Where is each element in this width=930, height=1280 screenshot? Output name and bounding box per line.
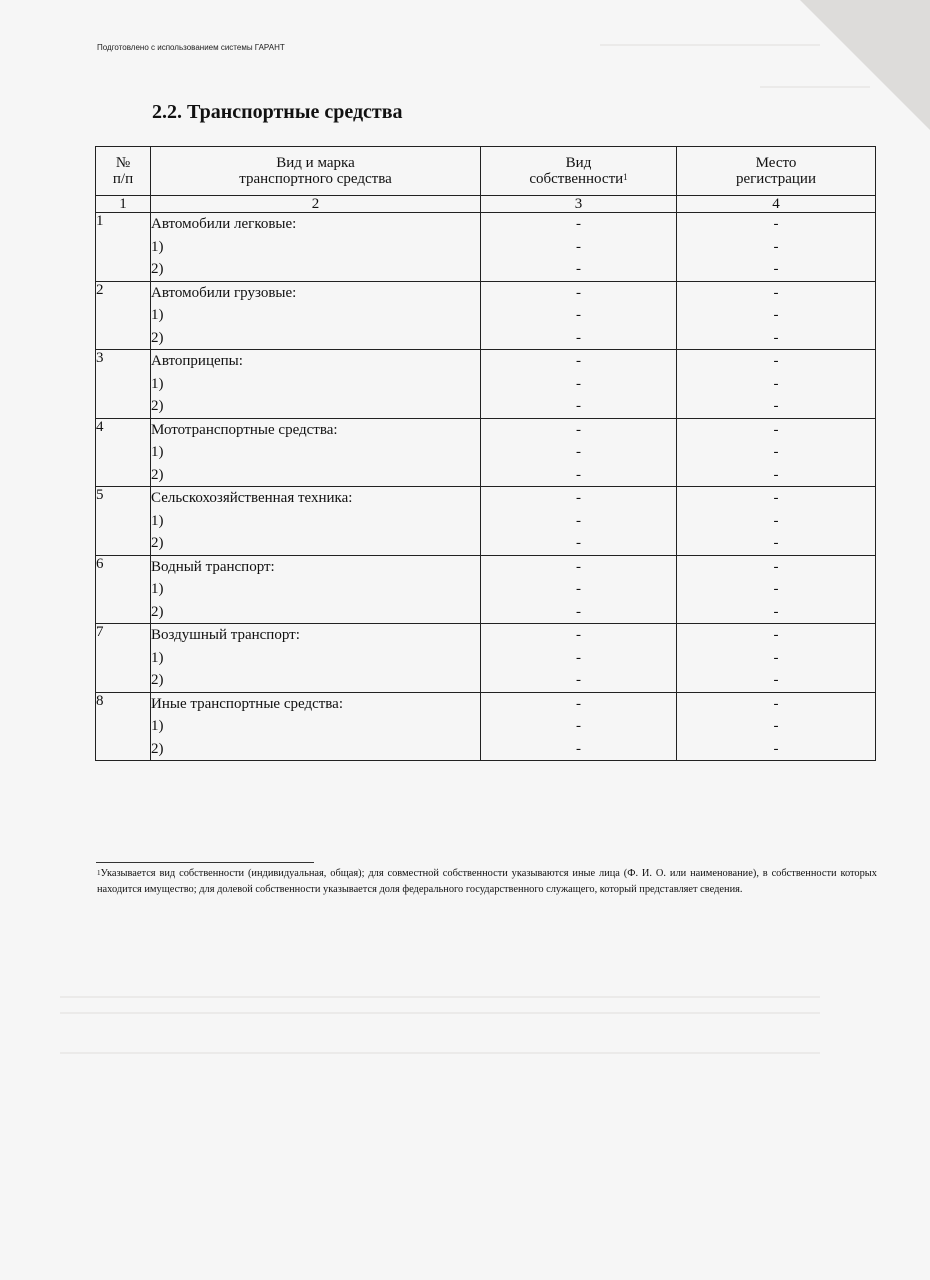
ownership-value: -	[576, 284, 581, 301]
vehicle-category	[151, 418, 481, 487]
ownership-value: -	[576, 627, 581, 643]
item-2: 2)	[151, 603, 164, 620]
item-1: 1)	[151, 718, 164, 734]
ownership-value: -	[576, 329, 581, 346]
registration-value: -	[773, 421, 779, 438]
registration-value: -	[773, 353, 779, 369]
registration-value: -	[773, 329, 779, 346]
item-1: 1)	[151, 649, 164, 666]
item-1: 1)	[151, 444, 164, 460]
page-header: Подготовлено с использованием системы ГАРАНТ	[97, 43, 285, 52]
vehicle-category	[151, 213, 481, 282]
item-1: 1)	[151, 307, 164, 323]
registration-value: -	[773, 466, 779, 483]
registration-value: -	[773, 627, 779, 643]
row-number: 4	[96, 418, 151, 487]
ownership-value: -	[576, 216, 581, 232]
ownership-value: -	[576, 353, 581, 369]
category-label: Автоприцепы:	[151, 353, 243, 369]
ownership-value: -	[576, 421, 581, 438]
bleed-through-line	[60, 1012, 820, 1014]
registration-cell	[677, 555, 876, 624]
footnote: $^1$Указывается вид собственности (индивидуальная, общая); для совместной собственности указываются иные лица (Ф. И. О. или наименование), в собственности которых находится имущество; для долевой собственности указывается доля федерального государственного служащего, который представляет сведения.	[97, 868, 877, 895]
registration-value: -	[773, 740, 779, 757]
category-label: Иные транспортные средства:	[151, 695, 343, 712]
table-row	[96, 624, 876, 693]
item-1: 1)	[151, 512, 164, 529]
vehicle-category	[151, 692, 481, 761]
col-header-registration: Место регистрации	[677, 147, 876, 196]
ownership-value: -	[576, 603, 581, 620]
ownership-value: -	[576, 238, 581, 255]
col-number-4: 4	[677, 196, 876, 213]
table-row	[96, 350, 876, 419]
category-label: Автомобили легковые:	[151, 216, 297, 232]
row-number: 3	[96, 350, 151, 419]
item-2: 2)	[151, 261, 164, 277]
item-2: 2)	[151, 466, 164, 483]
registration-value: -	[773, 375, 779, 392]
table-row	[96, 555, 876, 624]
vehicle-category	[151, 555, 481, 624]
registration-cell	[677, 213, 876, 282]
item-1: 1)	[151, 238, 164, 255]
registration-value: -	[773, 535, 779, 551]
registration-value: -	[773, 444, 779, 460]
item-2: 2)	[151, 740, 164, 757]
vehicle-category	[151, 350, 481, 419]
page-fold-corner	[800, 0, 930, 130]
category-label: Воздушный транспорт:	[151, 627, 300, 643]
ownership-value: -	[576, 695, 581, 712]
item-2: 2)	[151, 672, 164, 688]
ownership-cell	[481, 692, 677, 761]
registration-cell	[677, 418, 876, 487]
ownership-value: -	[576, 512, 581, 529]
ownership-value: -	[576, 581, 581, 597]
item-2: 2)	[151, 398, 164, 414]
registration-cell	[677, 281, 876, 350]
registration-value: -	[773, 695, 779, 712]
item-2: 2)	[151, 329, 164, 346]
col-number-2: 2	[151, 196, 481, 213]
registration-value: -	[773, 398, 779, 414]
registration-value: -	[773, 558, 779, 575]
registration-value: -	[773, 216, 779, 232]
col-header-number: № п/п	[96, 147, 151, 196]
row-number: 8	[96, 692, 151, 761]
row-number: 7	[96, 624, 151, 693]
registration-value: -	[773, 672, 779, 688]
ownership-value: -	[576, 444, 581, 460]
vehicles-table	[95, 146, 876, 761]
col-number-1: 1	[96, 196, 151, 213]
table-row	[96, 418, 876, 487]
row-number: 6	[96, 555, 151, 624]
category-label: Водный транспорт:	[151, 558, 275, 575]
ownership-cell	[481, 487, 677, 556]
bleed-through-line	[760, 86, 870, 88]
category-label: Мототранспортные средства:	[151, 421, 338, 438]
row-number: 5	[96, 487, 151, 556]
registration-cell	[677, 350, 876, 419]
registration-cell	[677, 487, 876, 556]
ownership-cell	[481, 418, 677, 487]
vehicle-category	[151, 487, 481, 556]
table-row	[96, 692, 876, 761]
bleed-through-line	[600, 44, 820, 46]
ownership-value: -	[576, 558, 581, 575]
registration-value: -	[773, 490, 779, 506]
category-label: Автомобили грузовые:	[151, 284, 297, 301]
registration-cell	[677, 692, 876, 761]
registration-value: -	[773, 718, 779, 734]
ownership-value: -	[576, 398, 581, 414]
registration-value: -	[773, 261, 779, 277]
ownership-cell	[481, 555, 677, 624]
registration-value: -	[773, 581, 779, 597]
item-1: 1)	[151, 375, 164, 392]
ownership-value: -	[576, 307, 581, 323]
table-row	[96, 281, 876, 350]
registration-value: -	[773, 512, 779, 529]
table-row	[96, 487, 876, 556]
ownership-cell	[481, 624, 677, 693]
ownership-value: -	[576, 740, 581, 757]
ownership-value: -	[576, 535, 581, 551]
row-number: 2	[96, 281, 151, 350]
col-header-ownership: Вид собственности$^1$	[481, 147, 677, 196]
item-1: 1)	[151, 581, 164, 597]
registration-value: -	[773, 603, 779, 620]
footnote-separator	[96, 862, 314, 863]
vehicle-category	[151, 624, 481, 693]
registration-value: -	[773, 284, 779, 301]
registration-value: -	[773, 238, 779, 255]
ownership-cell	[481, 213, 677, 282]
ownership-value: -	[576, 649, 581, 666]
ownership-value: -	[576, 718, 581, 734]
table-row	[96, 213, 876, 282]
ownership-value: -	[576, 490, 581, 506]
col-number-3: 3	[481, 196, 677, 213]
section-title: 2.2. Транспортные средства	[152, 101, 403, 123]
ownership-cell	[481, 281, 677, 350]
registration-cell	[677, 624, 876, 693]
ownership-cell	[481, 350, 677, 419]
bleed-through-line	[60, 1052, 820, 1054]
ownership-value: -	[576, 672, 581, 688]
vehicle-category	[151, 281, 481, 350]
category-label: Сельскохозяйственная техника:	[151, 490, 353, 506]
row-number: 1	[96, 213, 151, 282]
registration-value: -	[773, 649, 779, 666]
registration-value: -	[773, 307, 779, 323]
item-2: 2)	[151, 535, 164, 551]
ownership-value: -	[576, 261, 581, 277]
ownership-value: -	[576, 375, 581, 392]
bleed-through-line	[60, 996, 820, 998]
ownership-value: -	[576, 466, 581, 483]
col-header-type-brand: Вид и марка транспортного средства	[151, 147, 481, 196]
